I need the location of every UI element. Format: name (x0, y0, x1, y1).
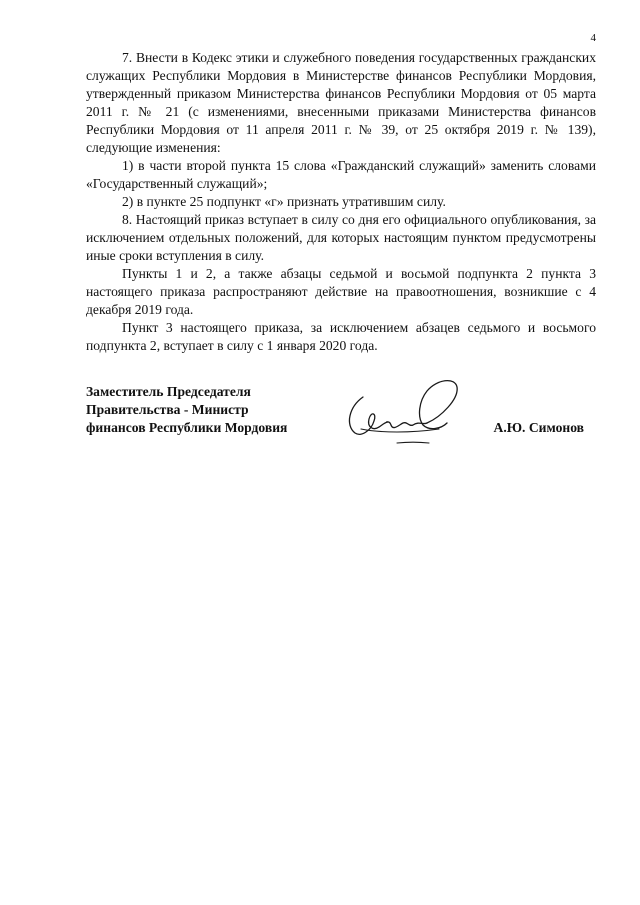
paragraph-item-8: 8. Настоящий приказ вступает в силу со дня его официального опубликования, за исключением отдельных положений, для которых настоящим пунктом предусмотрены иные сроки вступления в силу. (86, 212, 596, 263)
handwritten-signature (341, 373, 471, 453)
paragraph-subitem-2: 2) в пункте 25 подпункт «г» признать утратившим силу. (122, 194, 446, 209)
paragraph-subitem-1: 1) в части второй пункта 15 слова «Гражданский служащий» заменить словами «Государственный служащий»; (86, 158, 596, 191)
signatory-title-line: Заместитель Председателя (86, 384, 251, 399)
paragraph-item-7: 7. Внести в Кодекс этики и служебного поведения государственных гражданских служащих Республики Мордовия в Министерстве финансов Республики Мордовия, утвержденный приказом Министерства финансов Республики Мордовия от 05 марта 2011 г. № 21 (с изменениями, внесенными приказами Министерства финансов Республики Мордовия от 11 апреля 2011 г. № 39, от 25 октября 2019 г. № 139), следующие изменения: (86, 50, 596, 155)
page-number: 4 (590, 32, 596, 44)
signatory-title (86, 383, 287, 437)
paragraph-effective-retro: Пункты 1 и 2, а также абзацы седьмой и восьмой подпункта 2 пункта 3 настоящего приказа распространяют действие на правоотношения, возникшие с 4 декабря 2019 года. (86, 266, 596, 317)
signatory-title-line: финансов Республики Мордовия (86, 420, 288, 435)
document-body (86, 49, 596, 355)
signatory-title-line: Правительства - Министр (86, 402, 249, 417)
paragraph-effective-2020: Пункт 3 настоящего приказа, за исключением абзацев седьмого и восьмого подпункта 2, вступает в силу с 1 января 2020 года. (86, 320, 596, 353)
signatory-name: А.Ю. Симонов (493, 420, 584, 435)
signature-block (86, 383, 596, 463)
